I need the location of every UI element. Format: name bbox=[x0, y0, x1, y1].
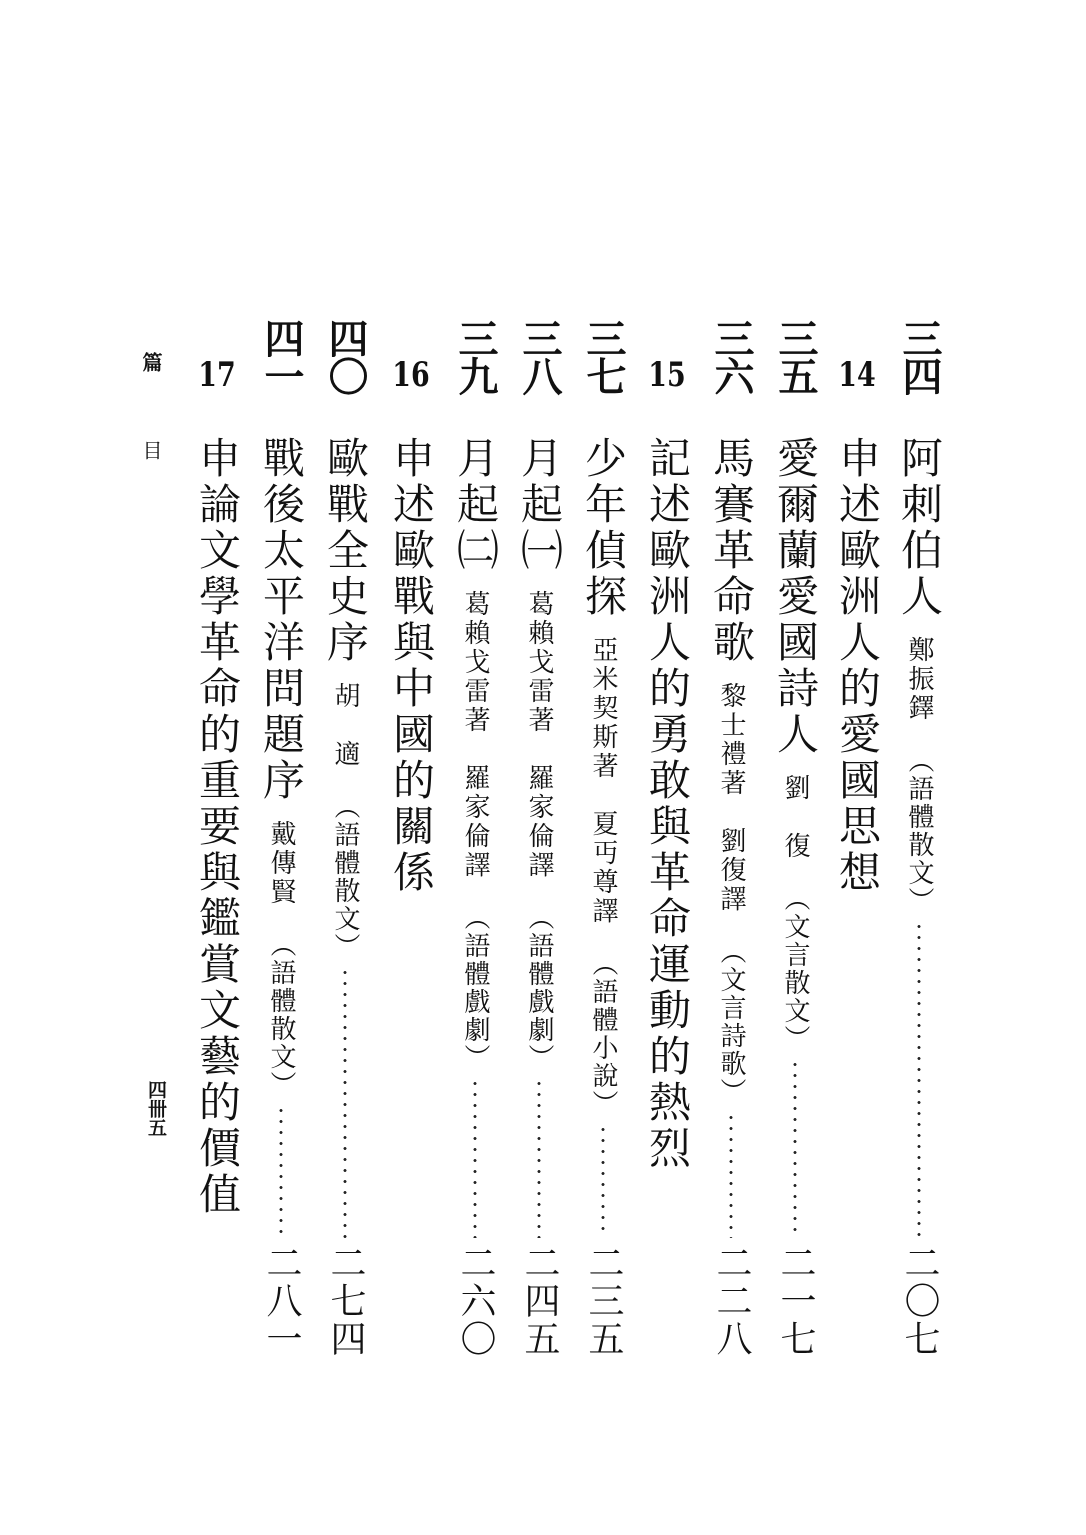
section-heading-text: 記述歐洲人的勇敢與革命運動的熱烈 bbox=[643, 436, 692, 1172]
entry-page: 二一七 bbox=[775, 1244, 816, 1358]
entry-title: 月起㈠ bbox=[515, 436, 564, 574]
toc-entry bbox=[444, 318, 506, 1358]
entry-page: 二二八 bbox=[711, 1244, 752, 1358]
section-heading bbox=[186, 318, 248, 1358]
toc-entry bbox=[314, 318, 376, 1358]
section-number-text: 17 bbox=[198, 358, 236, 392]
section-heading-text: 申述歐戰與中國的關係 bbox=[387, 436, 436, 896]
entry-title: 戰後太平洋問題序 bbox=[257, 436, 306, 804]
leader-dots bbox=[700, 1112, 762, 1238]
section-heading bbox=[636, 318, 698, 1358]
leader-dots bbox=[508, 1078, 570, 1238]
entry-author: 亞米契斯著 夏丏尊譯 bbox=[588, 636, 618, 926]
entry-author: 黎士禮著 劉復譯 bbox=[716, 682, 746, 914]
leader-dots bbox=[250, 1105, 312, 1238]
entry-number: 三七 bbox=[580, 318, 626, 394]
leader-dots bbox=[314, 967, 376, 1238]
section-number bbox=[827, 318, 887, 408]
entry-number: 四一 bbox=[258, 318, 304, 394]
entry-page: 二六〇 bbox=[455, 1244, 496, 1358]
entry-number: 三八 bbox=[516, 318, 562, 394]
section-heading-text: 申述歐洲人的愛國思想 bbox=[833, 436, 882, 896]
entry-title: 阿刺伯人 bbox=[895, 436, 944, 620]
section-number-text: 14 bbox=[838, 358, 876, 392]
section-number bbox=[637, 318, 697, 408]
toc-entry bbox=[700, 318, 762, 1358]
leader-dots bbox=[764, 1059, 826, 1238]
section-number bbox=[381, 318, 441, 408]
section-number-text: 16 bbox=[392, 358, 430, 392]
entry-number: 三六 bbox=[708, 318, 754, 394]
toc-entry bbox=[572, 318, 634, 1358]
page-folio: 四卌五 bbox=[145, 1080, 167, 1137]
entry-number: 三五 bbox=[772, 318, 818, 394]
entry-number: 三四 bbox=[896, 318, 942, 394]
margin-label-pian: 篇 bbox=[139, 352, 163, 372]
section-heading-text: 申論文學革命的重要與鑑賞文藝的價值 bbox=[193, 436, 242, 1218]
section-number-text: 15 bbox=[648, 358, 686, 392]
entry-title: 月起㈡ bbox=[451, 436, 500, 574]
entry-genre: （語體散文） bbox=[266, 931, 296, 1099]
entry-title: 歐戰全史序 bbox=[321, 436, 370, 666]
entry-title: 愛爾蘭愛國詩人 bbox=[771, 436, 820, 758]
leader-dots bbox=[572, 1124, 634, 1238]
toc-entry bbox=[888, 318, 950, 1358]
entry-genre: （語體散文） bbox=[904, 747, 934, 915]
entry-genre: （語體散文） bbox=[330, 793, 360, 961]
entry-genre: （文言詩歌） bbox=[716, 938, 746, 1106]
toc-entry bbox=[764, 318, 826, 1358]
entry-title: 馬賽革命歌 bbox=[707, 436, 756, 666]
entry-genre: （語體小說） bbox=[588, 950, 618, 1118]
entry-page: 二〇七 bbox=[899, 1244, 940, 1358]
toc-entry bbox=[508, 318, 570, 1358]
section-heading bbox=[826, 318, 888, 1358]
entry-genre: （文言散文） bbox=[780, 885, 810, 1053]
entry-number: 三九 bbox=[452, 318, 498, 394]
entry-genre: （語體戲劇） bbox=[460, 904, 490, 1072]
entry-author: 葛賴戈雷著 羅家倫譯 bbox=[524, 590, 554, 880]
entry-author: 鄭振鐸 bbox=[904, 636, 934, 723]
entry-page: 二七四 bbox=[325, 1244, 366, 1358]
entry-genre: （語體戲劇） bbox=[524, 904, 554, 1072]
entry-author: 劉 復 bbox=[780, 774, 810, 861]
entry-author: 葛賴戈雷著 羅家倫譯 bbox=[460, 590, 490, 880]
toc-entry bbox=[250, 318, 312, 1358]
entry-page: 二四五 bbox=[519, 1244, 560, 1358]
leader-dots bbox=[888, 921, 950, 1238]
entry-author: 胡 適 bbox=[330, 682, 360, 769]
leader-dots bbox=[444, 1078, 506, 1238]
entry-author: 戴傳賢 bbox=[266, 820, 296, 907]
section-number bbox=[187, 318, 247, 408]
margin-label-mu: 目 bbox=[139, 440, 163, 460]
section-heading bbox=[380, 318, 442, 1358]
entry-number: 四〇 bbox=[322, 318, 368, 394]
entry-title: 少年偵探 bbox=[579, 436, 628, 620]
entry-page: 二三五 bbox=[583, 1244, 624, 1358]
entry-page: 二八一 bbox=[261, 1244, 302, 1358]
